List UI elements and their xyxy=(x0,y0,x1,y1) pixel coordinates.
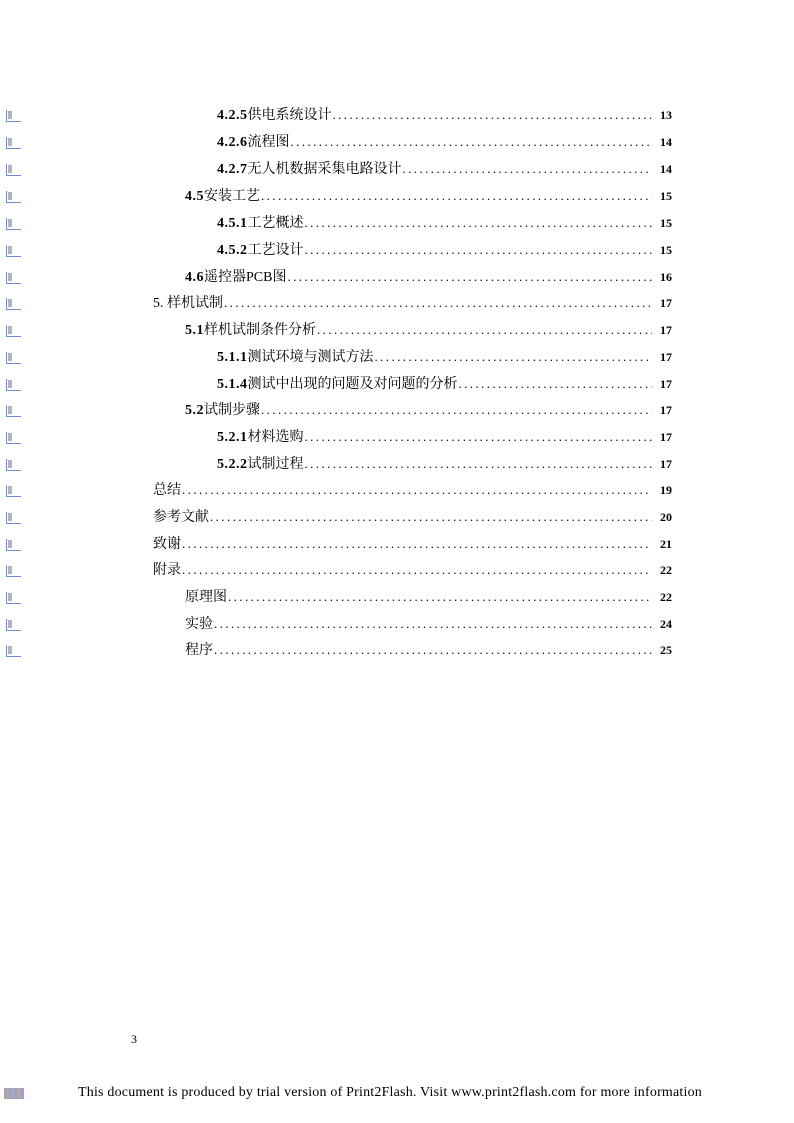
toc-entry-page: 25 xyxy=(660,643,672,657)
toc-entry-title: 测试中出现的问题及对问题的分析 xyxy=(247,377,458,392)
toc-entry-page: 13 xyxy=(660,108,672,122)
toc-leader-dots xyxy=(182,535,652,553)
margin-marker-icon xyxy=(6,137,21,149)
toc-entry-page: 22 xyxy=(660,563,672,577)
toc-entry-number: 5.2.1 xyxy=(217,430,248,445)
toc-entry-page: 16 xyxy=(660,270,672,284)
toc-entry[interactable] xyxy=(153,508,672,526)
toc-leader-dots xyxy=(228,588,652,606)
toc-entry-title: 工艺概述 xyxy=(247,216,304,231)
toc-entry-page: 14 xyxy=(660,135,672,149)
toc-entry-title: 试制步骤 xyxy=(204,403,260,418)
toc-entry-page: 17 xyxy=(660,350,672,364)
toc-leader-dots xyxy=(214,615,652,633)
toc-entry[interactable] xyxy=(185,268,672,286)
toc-entry-title: 遥控器PCB图 xyxy=(204,270,287,285)
toc-entry-number: 4.6 xyxy=(185,270,204,285)
toc-entry-title: 5. 样机试制 xyxy=(153,296,223,311)
toc-leader-dots xyxy=(459,375,653,393)
toc-leader-dots xyxy=(261,187,652,205)
toc-entry-page: 15 xyxy=(660,243,672,257)
toc-entry-number: 4.2.5 xyxy=(217,108,248,123)
toc-entry[interactable] xyxy=(217,428,672,446)
toc-entry[interactable] xyxy=(217,106,672,124)
toc-entry-number: 5.2 xyxy=(185,403,204,418)
toc-entry-page: 17 xyxy=(660,430,672,444)
toc-entry-title: 工艺设计 xyxy=(247,243,304,258)
toc-entry-page: 17 xyxy=(660,457,672,471)
toc-entry-title: 样机试制条件分析 xyxy=(204,323,316,338)
toc-leader-dots xyxy=(214,641,652,659)
toc-entry-number: 5.2.2 xyxy=(217,457,248,472)
margin-marker-icon xyxy=(6,485,21,497)
margin-marker-icon xyxy=(6,405,21,417)
toc-entry[interactable] xyxy=(217,455,672,473)
toc-leader-dots xyxy=(182,481,652,499)
page-number: 3 xyxy=(131,1032,137,1046)
margin-marker-icon xyxy=(6,245,21,257)
toc-leader-dots xyxy=(375,348,653,366)
toc-entry-title: 原理图 xyxy=(185,590,227,605)
toc-entry-number: 4.5.2 xyxy=(217,243,248,258)
toc-leader-dots xyxy=(210,508,652,526)
toc-entry-page: 21 xyxy=(660,537,672,551)
toc-entry-page: 17 xyxy=(660,377,672,391)
toc-leader-dots xyxy=(305,428,653,446)
margin-marker-icon xyxy=(6,110,21,122)
margin-marker-icon xyxy=(6,645,21,657)
toc-entry[interactable] xyxy=(185,615,672,633)
print2flash-icon xyxy=(4,1088,24,1099)
toc-entry[interactable] xyxy=(217,241,672,259)
toc-entry-title: 流程图 xyxy=(247,135,290,150)
toc-leader-dots xyxy=(182,561,652,579)
margin-marker-icon xyxy=(6,539,21,551)
margin-marker-icon xyxy=(6,218,21,230)
margin-marker-icon xyxy=(6,272,21,284)
toc-entry-page: 17 xyxy=(660,403,672,417)
toc-entry-title: 无人机数据采集电路设计 xyxy=(247,162,402,177)
toc-leader-dots xyxy=(291,133,653,151)
toc-leader-dots xyxy=(261,401,652,419)
toc-entry-title: 程序 xyxy=(185,643,213,658)
toc-entry[interactable] xyxy=(153,535,672,553)
margin-marker-icon xyxy=(6,352,21,364)
toc-entry-number: 5.1.4 xyxy=(217,377,248,392)
toc-entry-page: 14 xyxy=(660,162,672,176)
toc-entry-number: 4.2.7 xyxy=(217,162,248,177)
toc-entry-title: 总结 xyxy=(153,483,181,498)
toc-entry-page: 19 xyxy=(660,483,672,497)
toc-entry[interactable] xyxy=(217,375,672,393)
margin-marker-icon xyxy=(6,432,21,444)
toc-entry[interactable] xyxy=(185,588,672,606)
toc-entry[interactable] xyxy=(153,481,672,499)
toc-entry-page: 17 xyxy=(660,296,672,310)
toc-entry[interactable] xyxy=(185,641,672,659)
margin-marker-icon xyxy=(6,379,21,391)
toc-entry-number: 5.1.1 xyxy=(217,350,248,365)
margin-marker-icon xyxy=(6,325,21,337)
toc-entry-page: 24 xyxy=(660,617,672,631)
toc-leader-dots xyxy=(403,160,653,178)
toc-leader-dots xyxy=(305,455,653,473)
toc-entry-title: 安装工艺 xyxy=(204,189,260,204)
toc-entry-number: 4.2.6 xyxy=(217,135,248,150)
margin-marker-icon xyxy=(6,512,21,524)
toc-entry-number: 4.5 xyxy=(185,189,204,204)
toc-entry-page: 17 xyxy=(660,323,672,337)
toc-entry[interactable] xyxy=(185,321,672,339)
toc-entry-title: 供电系统设计 xyxy=(247,108,332,123)
toc-leader-dots xyxy=(305,214,653,232)
toc-entry-title: 致谢 xyxy=(153,537,181,552)
toc-entry-page: 15 xyxy=(660,189,672,203)
margin-marker-icon xyxy=(6,619,21,631)
toc-entry[interactable] xyxy=(153,294,672,312)
toc-entry-title: 参考文献 xyxy=(153,510,209,525)
margin-marker-icon xyxy=(6,565,21,577)
trial-watermark: This document is produced by trial version of Print2Flash. Visit www.print2flash.com for more information xyxy=(78,1085,703,1100)
margin-marker-icon xyxy=(6,592,21,604)
toc-entry-title: 材料选购 xyxy=(247,430,304,445)
toc-entry-title: 测试环境与测试方法 xyxy=(247,350,374,365)
margin-marker-icon xyxy=(6,164,21,176)
toc-entry[interactable] xyxy=(217,348,672,366)
toc-leader-dots xyxy=(224,294,652,312)
toc-entry-number: 5.1 xyxy=(185,323,204,338)
toc-entry-title: 附录 xyxy=(153,563,181,578)
toc-leader-dots xyxy=(317,321,652,339)
toc-entry[interactable] xyxy=(153,561,672,579)
toc-entry[interactable] xyxy=(217,214,672,232)
toc-entry[interactable] xyxy=(185,401,672,419)
margin-marker-icon xyxy=(6,298,21,310)
toc-entry-page: 15 xyxy=(660,216,672,230)
margin-marker-icon xyxy=(6,459,21,471)
toc-entry-page: 20 xyxy=(660,510,672,524)
toc-entry-page: 22 xyxy=(660,590,672,604)
toc-leader-dots xyxy=(305,241,653,259)
toc-entry-number: 4.5.1 xyxy=(217,216,248,231)
toc-entry[interactable] xyxy=(217,160,672,178)
toc-leader-dots xyxy=(333,106,653,124)
toc-entry-title: 试制过程 xyxy=(247,457,304,472)
toc-entry[interactable] xyxy=(217,133,672,151)
toc-entry[interactable] xyxy=(185,187,672,205)
toc-leader-dots xyxy=(287,268,652,286)
toc-entry-title: 实验 xyxy=(185,617,213,632)
margin-marker-icon xyxy=(6,191,21,203)
